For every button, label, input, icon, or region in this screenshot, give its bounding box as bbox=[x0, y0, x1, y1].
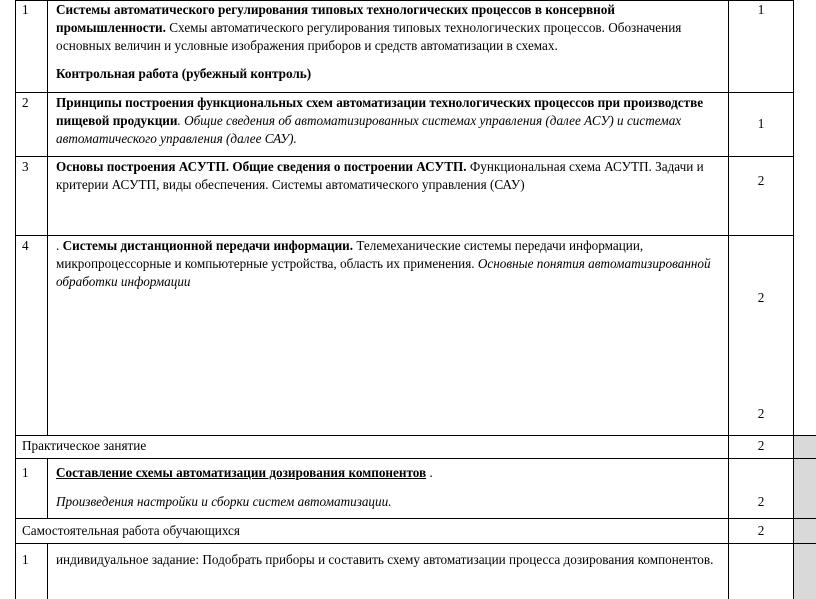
row-hours: 2 bbox=[757, 290, 765, 305]
practical-item-italic: Произведения настройки и сборки систем автоматизации. bbox=[56, 494, 392, 509]
row-divider bbox=[15, 518, 816, 519]
row-title: Системы дистанционной передачи информации. bbox=[59, 238, 354, 253]
practical-item-content: Составление схемы автоматизации дозирования компонентов . bbox=[56, 465, 433, 480]
num-column-divider bbox=[47, 544, 48, 599]
row-hours: 1 bbox=[757, 116, 765, 131]
row-content bbox=[56, 158, 721, 194]
row-content bbox=[56, 94, 721, 148]
hours-column-divider bbox=[728, 0, 729, 599]
practical-item-hours: 2 bbox=[757, 494, 765, 509]
practical-hours: 2 bbox=[757, 438, 765, 453]
selfwork-label: Самостоятельная работа обучающихся bbox=[22, 523, 240, 538]
row-divider bbox=[15, 543, 816, 544]
row-italic-text: . Общие сведения об автоматизированных системах управления (далее АСУ) и системах автоматического управления (далее САУ). bbox=[56, 113, 682, 146]
row-title: Основы построения АСУТП. Общие сведения о построении АСУТП. bbox=[56, 159, 467, 174]
row-divider bbox=[15, 92, 793, 93]
row-number: 2 bbox=[22, 95, 29, 110]
row-number: 3 bbox=[22, 159, 29, 174]
practical-item-number: 1 bbox=[22, 465, 29, 480]
selfwork-item-content: индивидуальное задание: Подобрать приборы и составить схему автоматизации процесса дозирования компонентов. bbox=[56, 552, 714, 567]
row-hours: 2 bbox=[757, 173, 765, 188]
row-text: Схемы автоматического регулирования типовых технологических процессов. Обозначения основных величин и условные изображения приборов и средств автоматизации в схемах. bbox=[56, 20, 682, 53]
row-text: Функциональная схема АСУТП. Задачи и критерии АСУТП, виды обеспечения. Системы автоматического управления (САУ) bbox=[56, 159, 704, 192]
selfwork-hours: 2 bbox=[757, 523, 765, 538]
row-divider bbox=[15, 235, 793, 236]
practical-label: Практическое занятие bbox=[22, 438, 147, 453]
row-text: Телемеханические системы передачи информации, микропроцессорные и компьютерные устройства, область их применения. bbox=[56, 238, 644, 271]
row-divider bbox=[15, 435, 816, 436]
control-work-label: Контрольная работа (рубежный контроль) bbox=[56, 66, 312, 81]
row-title: Системы автоматического регулирования типовых технологических процессов в консервной промышленности. bbox=[56, 2, 615, 35]
row-italic-text: Основные понятия автоматизированной обработки информации bbox=[56, 256, 711, 289]
table-border-left bbox=[15, 0, 16, 599]
num-column-divider bbox=[47, 459, 48, 519]
row-content: . Системы дистанционной передачи информации. Телемеханические системы передачи информации, микропроцессорные и компьютерные устройства, область их применения. Основные понятия автоматизированной обработки информации bbox=[56, 238, 711, 289]
row-hours: 1 bbox=[757, 2, 765, 17]
selfwork-item-number: 1 bbox=[22, 552, 29, 567]
num-column-divider bbox=[47, 0, 48, 436]
row-content bbox=[56, 1, 721, 55]
right-column-divider bbox=[793, 0, 794, 599]
row-divider bbox=[15, 156, 793, 157]
row-title: Принципы построения функциональных схем автоматизации технологических процессов при производстве пищевой продукции bbox=[56, 95, 704, 128]
practical-item-title: Составление схемы автоматизации дозирования компонентов bbox=[56, 465, 427, 480]
row-divider bbox=[15, 458, 816, 459]
row-hours-secondary: 2 bbox=[757, 406, 765, 421]
row-number: 1 bbox=[22, 2, 29, 17]
row-number: 4 bbox=[22, 238, 29, 253]
